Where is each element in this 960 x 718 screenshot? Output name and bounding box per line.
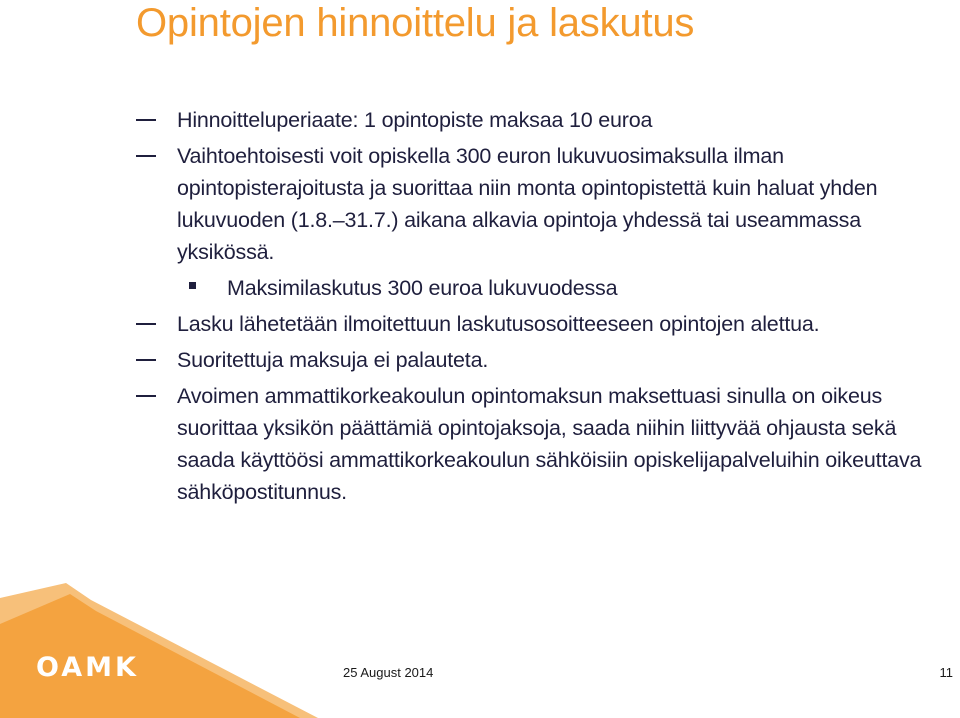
bullet-item: [136, 344, 956, 376]
bullet-text: Hinnoitteluperiaate: 1 opintopiste maksaa 10 euroa: [177, 108, 653, 132]
bullet-text: Avoimen ammattikorkeakoulun opintomaksun maksettuasi sinulla on oikeus suorittaa yksikön päättämiä opintojaksoja, saada niihin liittyvää ohjausta sekä saada käyttöösi ammattikorkeakoulun sähköisiin opiskelijapalveluihin oikeuttava sähköpostitunnus.: [177, 384, 922, 504]
bullet-item: [136, 104, 956, 136]
bullet-text: Lasku lähetetään ilmoitettuun laskutusosoitteeseen opintojen alettua.: [177, 312, 820, 336]
bullet-item: [136, 380, 956, 508]
footer-date: 25 August 2014: [343, 665, 434, 680]
sub-bullet-item: [136, 272, 956, 304]
page-number: 11: [939, 665, 953, 680]
dash-bullet-icon: [136, 395, 156, 397]
dash-bullet-icon: [136, 155, 156, 157]
oamk-logo: OAMK: [36, 652, 139, 683]
dash-bullet-icon: [136, 359, 156, 361]
bullet-item: [136, 140, 956, 268]
square-bullet-icon: [189, 282, 196, 289]
slide-title: Opintojen hinnoittelu ja laskutus: [136, 1, 695, 45]
bullet-text: Suoritettuja maksuja ei palauteta.: [177, 348, 489, 372]
sub-bullet-text: Maksimilaskutus 300 euroa lukuvuodessa: [227, 276, 618, 300]
dash-bullet-icon: [136, 119, 156, 121]
bullet-list: [136, 104, 956, 508]
bullet-item: [136, 308, 956, 340]
bullet-text: Vaihtoehtoisesti voit opiskella 300 euron lukuvuosimaksulla ilman opintopisterajoitusta ja suorittaa niin monta opintopistettä kuin haluat yhden lukuvuoden (1.8.–31.7.) aikana alkavia opintoja yhdessä tai useammassa yksikössä.: [177, 144, 878, 264]
dash-bullet-icon: [136, 323, 156, 325]
